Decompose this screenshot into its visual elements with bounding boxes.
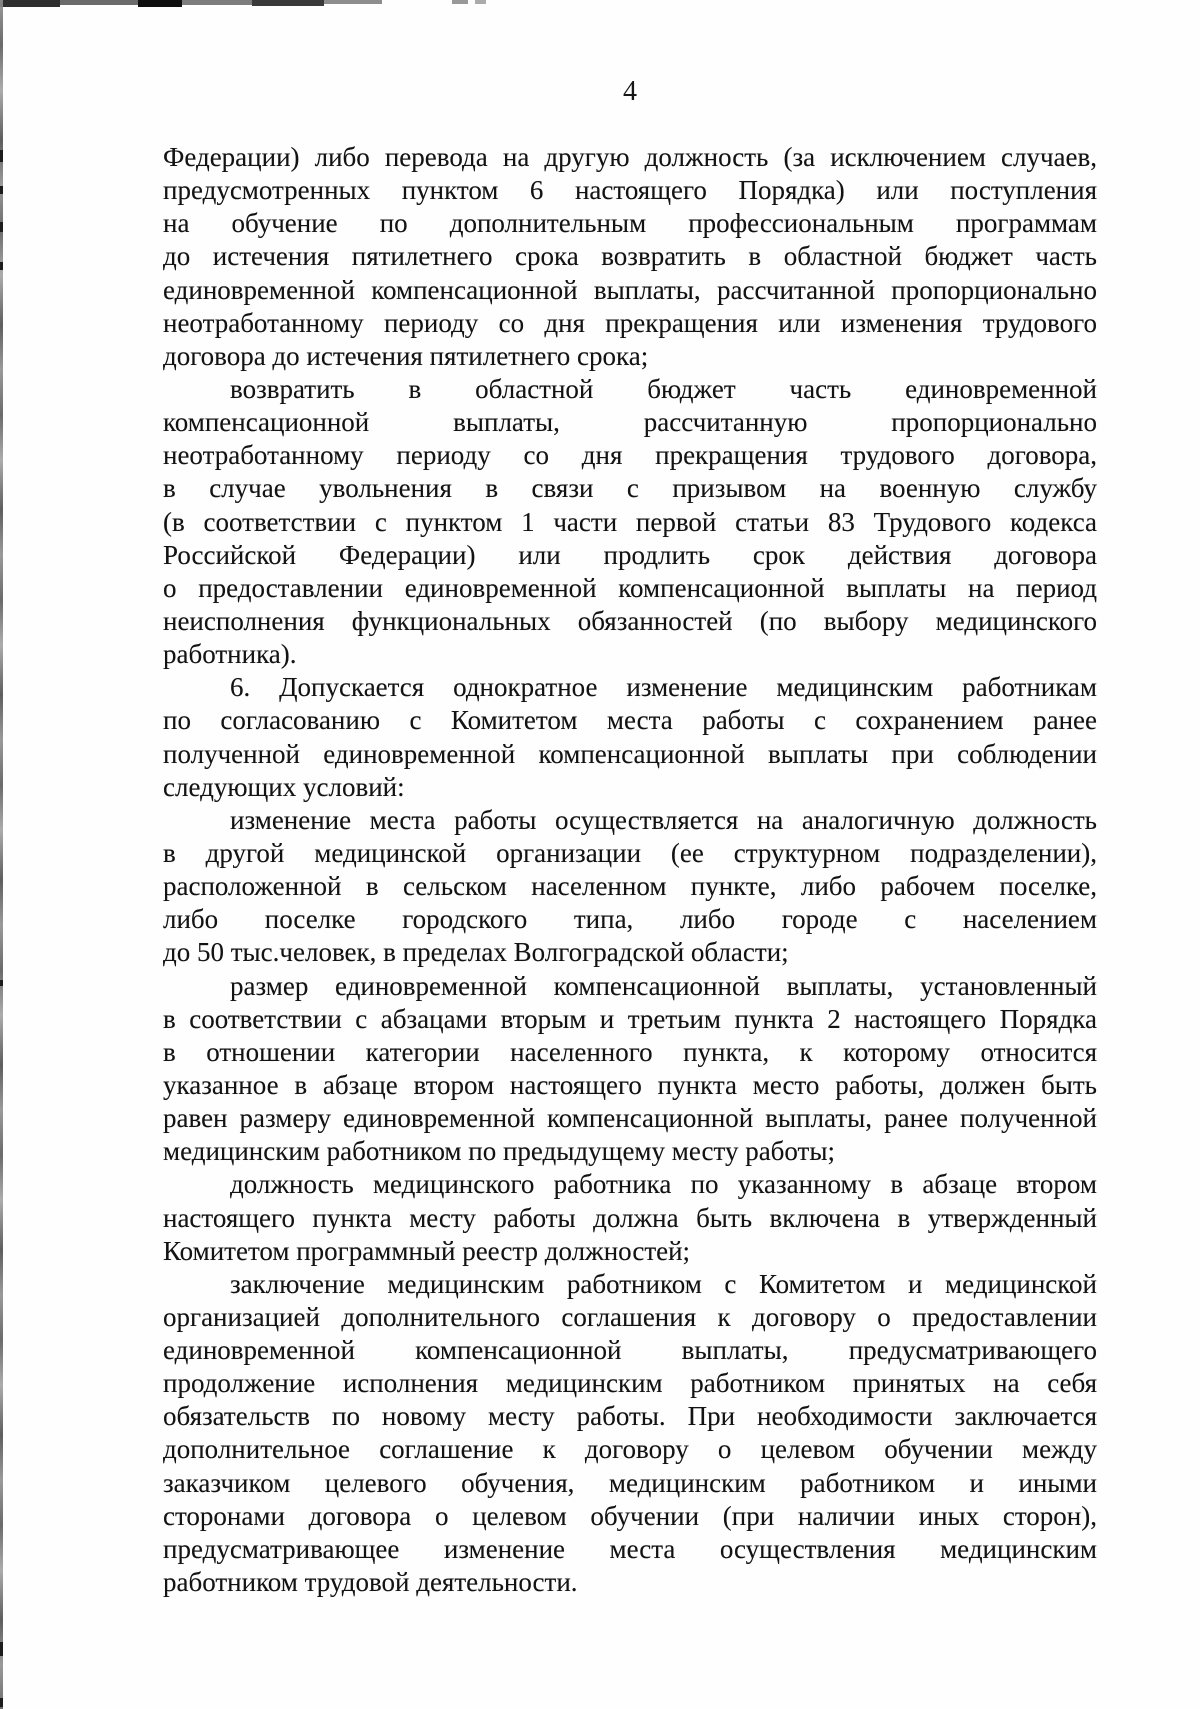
scan-artifact-dash — [0, 262, 3, 270]
text-line: организацией дополнительного соглашения к договору о предоставлении — [163, 1301, 1097, 1332]
scan-artifact-dash — [0, 186, 3, 194]
scan-artifact-segment — [252, 0, 324, 6]
text-line: предусмотренных пунктом 6 настоящего Порядка) или поступления — [163, 175, 1097, 206]
scan-artifact-segment — [324, 0, 382, 4]
scan-artifact-dash — [0, 222, 3, 232]
paragraph — [163, 671, 1097, 804]
scan-artifact-segment — [60, 0, 138, 5]
scan-artifact-segment — [452, 0, 468, 4]
text-line: неотработанному периоду со дня прекращения трудового договора, — [163, 440, 1097, 471]
document-body — [163, 141, 1097, 1599]
text-line: либо поселке городского типа, либо городе с населением — [163, 904, 1097, 935]
paragraph — [163, 970, 1097, 1169]
text-line: указанное в абзаце втором настоящего пункта место работы, должен быть — [163, 1069, 1097, 1100]
text-line: неотработанному периоду со дня прекращения или изменения трудового — [163, 307, 1097, 338]
text-line: единовременной компенсационной выплаты, предусматривающего — [163, 1335, 1097, 1366]
text-line: до 50 тыс.человек, в пределах Волгоградской области; — [163, 937, 789, 968]
text-line: предусматривающее изменение места осуществления медицинским — [163, 1533, 1097, 1564]
text-line: по согласованию с Комитетом места работы с сохранением ранее — [163, 705, 1097, 736]
text-line: Комитетом программный реестр должностей; — [163, 1235, 691, 1266]
text-line: следующих условий: — [163, 771, 405, 802]
text-line: единовременной компенсационной выплаты, рассчитанной пропорционально — [163, 274, 1097, 305]
text-line: (в соответствии с пунктом 1 части первой статьи 83 Трудового кодекса — [163, 506, 1097, 537]
text-line: полученной единовременной компенсационной выплаты при соблюдении — [163, 738, 1097, 769]
text-line: заказчиком целевого обучения, медицинским работником и иными — [163, 1467, 1097, 1498]
text-line: настоящего пункта месту работы должна быть включена в утвержденный — [163, 1202, 1097, 1233]
text-line: должность медицинского работника по указанному в абзаце втором — [230, 1169, 1097, 1200]
page-number: 4 — [623, 76, 637, 107]
paragraph — [163, 1268, 1097, 1599]
text-line: Федерации) либо перевода на другую должность (за исключением случаев, — [163, 142, 1097, 172]
text-line: расположенной в сельском населенном пункте, либо рабочем поселке, — [163, 871, 1097, 902]
paragraph — [163, 373, 1097, 671]
text-line: в соответствии с абзацами вторым и третьим пункта 2 настоящего Порядка — [163, 1003, 1097, 1034]
text-line: в случае увольнения в связи с призывом на военную службу — [163, 473, 1097, 504]
text-line: до истечения пятилетнего срока возвратить в областной бюджет часть — [163, 241, 1097, 272]
scan-artifact-segment — [138, 0, 182, 7]
text-line: в отношении категории населенного пункта, к которому относится — [163, 1036, 1097, 1067]
scan-artifact-dash — [0, 150, 3, 162]
text-line: компенсационной выплаты, рассчитанную пропорционально — [163, 407, 1097, 438]
text-line: работника). — [163, 639, 297, 670]
text-line: дополнительное соглашение к договору о целевом обучении между — [163, 1434, 1097, 1465]
scan-artifact-left-edge — [0, 0, 3, 1709]
scan-artifact-segment — [475, 0, 486, 4]
text-line: работником трудовой деятельности. — [163, 1567, 578, 1598]
text-line: Российской Федерации) или продлить срок действия договора — [163, 539, 1097, 570]
text-line: обязательств по новому месту работы. При необходимости заключается — [163, 1401, 1097, 1432]
text-line: заключение медицинским работником с Комитетом и медицинской — [230, 1268, 1097, 1299]
paragraph — [163, 1168, 1097, 1267]
scan-artifact-segment — [0, 0, 60, 7]
text-line: неисполнения функциональных обязанностей (по выбору медицинского — [163, 605, 1097, 636]
text-line: равен размеру единовременной компенсационной выплаты, ранее полученной — [163, 1103, 1097, 1134]
text-line: о предоставлении единовременной компенсационной выплаты на период — [163, 572, 1097, 603]
text-line: в другой медицинской организации (ее структурном подразделении), — [163, 837, 1097, 868]
text-line: размер единовременной компенсационной выплаты, установленный — [230, 970, 1097, 1001]
paragraph — [163, 804, 1097, 970]
text-line: 6. Допускается однократное изменение медицинским работникам — [230, 672, 1097, 703]
text-line: медицинским работником по предыдущему месту работы; — [163, 1136, 835, 1167]
paragraph — [163, 141, 1097, 373]
text-line: изменение места работы осуществляется на аналогичную должность — [230, 804, 1097, 835]
scan-artifact-dash — [0, 980, 3, 986]
scan-artifact-top — [0, 0, 1200, 8]
scan-artifact-dash — [0, 1642, 3, 1656]
text-line: сторонами договора о целевом обучении (при наличии иных сторон), — [163, 1500, 1097, 1531]
scan-artifact-dash — [0, 1698, 3, 1707]
text-line: договора до истечения пятилетнего срока; — [163, 340, 649, 371]
text-line: возвратить в областной бюджет часть единовременной — [230, 373, 1097, 404]
text-line: продолжение исполнения медицинским работником принятых на себя — [163, 1368, 1097, 1399]
text-line: на обучение по дополнительным профессиональным программам — [163, 208, 1097, 239]
scan-artifact-segment — [182, 0, 252, 5]
